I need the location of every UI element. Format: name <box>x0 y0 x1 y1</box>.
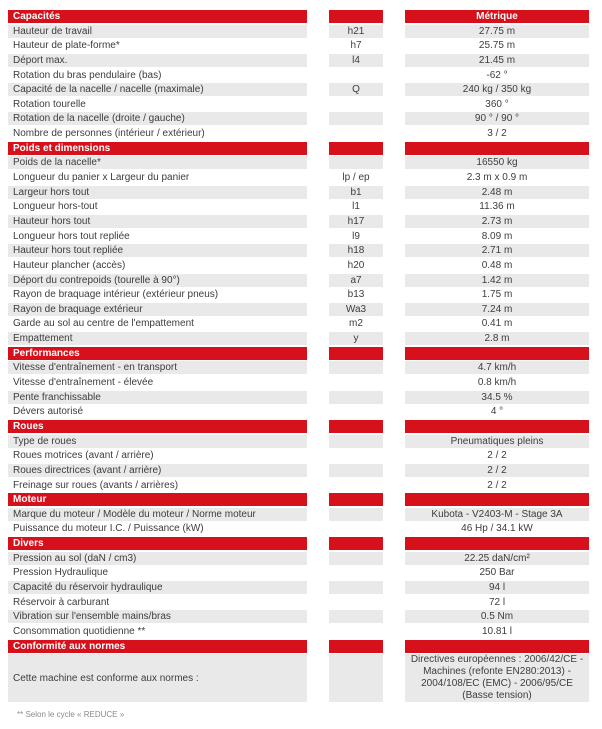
spec-code: m2 <box>349 318 363 330</box>
spec-value: 7.24 m <box>405 303 589 316</box>
section-header-code-cell <box>329 347 383 360</box>
spec-code: h20 <box>347 259 365 271</box>
footnote: ** Selon le cycle « REDUCE » <box>17 710 125 720</box>
spec-label: Vitesse d'entraînement - en transport <box>8 361 307 374</box>
spec-label: Poids de la nacelle* <box>8 156 307 169</box>
metric-column-header: Métrique <box>405 10 589 23</box>
spec-code: a7 <box>329 274 383 287</box>
spec-value: 25.75 m <box>478 40 516 52</box>
section-header-row <box>8 142 589 155</box>
spec-row <box>8 171 589 184</box>
section-header-code-cell <box>329 420 383 433</box>
spec-code: l4 <box>329 54 383 67</box>
spec-row <box>8 112 589 125</box>
spec-label: Consommation quotidienne ** <box>13 625 146 637</box>
spec-code: lp / ep <box>342 172 370 184</box>
spec-value: 0.48 m <box>481 259 513 271</box>
spec-label: Vitesse d'entraînement - élevée <box>13 377 154 389</box>
spec-value: 16550 kg <box>405 156 589 169</box>
spec-row <box>8 376 589 389</box>
section-header-code-cell <box>329 10 383 23</box>
spec-value: 250 Bar <box>479 567 515 579</box>
spec-row <box>8 98 589 111</box>
spec-code: h18 <box>329 244 383 257</box>
spec-code <box>329 127 383 140</box>
spec-row <box>8 479 589 492</box>
spec-row <box>8 405 589 418</box>
spec-label: Hauteur plancher (accès) <box>13 259 126 271</box>
spec-code <box>329 625 383 638</box>
spec-label: Capacité de la nacelle / nacelle (maximale) <box>8 83 307 96</box>
spec-label: Rotation tourelle <box>13 98 86 110</box>
spec-code <box>329 610 383 623</box>
spec-label: Rayon de braquage extérieur <box>8 303 307 316</box>
spec-code: h21 <box>329 25 383 38</box>
spec-label: Puissance du moteur I.C. / Puissance (kW) <box>13 523 204 535</box>
spec-row <box>8 303 589 316</box>
section-header-value-cell <box>405 347 589 360</box>
spec-label: Dévers autorisé <box>13 406 84 418</box>
section-header-code-cell <box>329 537 383 550</box>
spec-code: b1 <box>329 186 383 199</box>
spec-label: Déport du contrepoids (tourelle à 90°) <box>8 274 307 287</box>
spec-label: Empattement <box>8 332 307 345</box>
spec-value: 21.45 m <box>405 54 589 67</box>
spec-value: Directives européennes : 2006/42/CE - Machines (refonte EN280:2013) - 2004/108/EC (EMC) - 2006/95/CE (Basse tension) <box>405 654 589 702</box>
spec-row <box>8 39 589 52</box>
spec-row <box>8 317 589 330</box>
section-title: Capacités <box>8 10 307 23</box>
spec-row <box>8 449 589 462</box>
spec-label: Garde au sol au centre de l'empattement <box>13 318 194 330</box>
spec-row <box>8 552 589 565</box>
spec-code <box>329 552 383 565</box>
spec-code <box>329 566 383 579</box>
spec-value: 2.73 m <box>405 215 589 228</box>
section-header-value-cell <box>405 420 589 433</box>
spec-value: 34.5 % <box>405 391 589 404</box>
spec-code: b13 <box>347 289 365 301</box>
spec-row <box>8 566 589 579</box>
spec-row <box>8 391 589 404</box>
spec-label: Hauteur de travail <box>8 25 307 38</box>
section-header-row <box>8 10 589 23</box>
spec-code <box>329 522 383 535</box>
spec-code <box>329 508 383 521</box>
spec-code <box>329 654 383 702</box>
section-header-row <box>8 420 589 433</box>
spec-value: Pneumatiques pleins <box>405 435 589 448</box>
spec-code <box>329 435 383 448</box>
spec-label: Déport max. <box>8 54 307 67</box>
section-header-value-cell <box>405 537 589 550</box>
spec-code <box>329 98 383 111</box>
spec-value: 1.42 m <box>405 274 589 287</box>
spec-row <box>8 83 589 96</box>
spec-code <box>329 479 383 492</box>
spec-row <box>8 508 589 521</box>
spec-label: Hauteur de plate-forme* <box>13 40 120 52</box>
spec-code <box>329 449 383 462</box>
spec-row <box>8 288 589 301</box>
spec-value: 240 kg / 350 kg <box>405 83 589 96</box>
spec-value: Kubota - V2403-M - Stage 3A <box>405 508 589 521</box>
spec-code <box>329 391 383 404</box>
spec-code <box>329 464 383 477</box>
spec-value: 360 ° <box>485 98 509 110</box>
spec-row <box>8 244 589 257</box>
spec-label: Pente franchissable <box>8 391 307 404</box>
spec-value: 94 l <box>405 581 589 594</box>
spec-row <box>8 186 589 199</box>
spec-value: 11.36 m <box>479 201 515 213</box>
section-header-value-cell <box>405 142 589 155</box>
section-title: Performances <box>8 347 307 360</box>
spec-label: Pression au sol (daN / cm3) <box>8 552 307 565</box>
section-header-value-cell <box>405 640 589 653</box>
spec-table <box>8 10 589 702</box>
section-title: Moteur <box>8 493 307 506</box>
spec-value: 2 / 2 <box>405 464 589 477</box>
spec-row <box>8 127 589 140</box>
spec-label: Type de roues <box>8 435 307 448</box>
spec-value: 2 / 2 <box>487 479 507 491</box>
spec-code: Wa3 <box>329 303 383 316</box>
section-header-code-cell <box>329 640 383 653</box>
spec-label: Capacité du réservoir hydraulique <box>8 581 307 594</box>
spec-label: Hauteur hors tout repliée <box>8 244 307 257</box>
spec-value: -62 ° <box>486 69 508 81</box>
spec-value: 2.3 m x 0.9 m <box>466 172 528 184</box>
spec-label: Largeur hors tout <box>8 186 307 199</box>
spec-label: Nombre de personnes (intérieur / extérieur) <box>13 128 205 140</box>
spec-value: 2.48 m <box>405 186 589 199</box>
section-header-code-cell <box>329 142 383 155</box>
spec-row <box>8 200 589 213</box>
spec-value: 90 ° / 90 ° <box>405 112 589 125</box>
spec-row <box>8 215 589 228</box>
spec-code <box>329 596 383 609</box>
spec-code: l1 <box>352 201 360 213</box>
section-title: Divers <box>8 537 307 550</box>
spec-value: 10.81 l <box>481 625 513 637</box>
spec-row <box>8 435 589 448</box>
spec-label: Rotation de la nacelle (droite / gauche) <box>8 112 307 125</box>
spec-row <box>8 522 589 535</box>
spec-row <box>8 25 589 38</box>
spec-value: 4 ° <box>490 406 504 418</box>
section-header-row <box>8 537 589 550</box>
spec-label: Rotation du bras pendulaire (bas) <box>13 69 162 81</box>
spec-value: 2.8 m <box>405 332 589 345</box>
spec-row <box>8 156 589 169</box>
spec-label: Roues motrices (avant / arrière) <box>13 450 154 462</box>
spec-code <box>329 405 383 418</box>
section-header-value-cell <box>405 493 589 506</box>
spec-label: Freinage sur roues (avants / arrières) <box>13 479 179 491</box>
spec-label: Réservoir à carburant <box>13 596 110 608</box>
spec-row <box>8 332 589 345</box>
spec-value: 46 Hp / 34.1 kW <box>461 523 533 535</box>
section-title: Poids et dimensions <box>8 142 307 155</box>
spec-row <box>8 54 589 67</box>
spec-row <box>8 654 589 702</box>
spec-value: 27.75 m <box>405 25 589 38</box>
spec-row <box>8 361 589 374</box>
spec-code <box>329 376 383 389</box>
spec-value: 22.25 daN/cm² <box>405 552 589 565</box>
spec-label: Roues directrices (avant / arrière) <box>8 464 307 477</box>
spec-value: 2.71 m <box>405 244 589 257</box>
spec-row <box>8 596 589 609</box>
spec-row <box>8 274 589 287</box>
spec-label: Longueur hors tout repliée <box>13 230 130 242</box>
spec-code: l9 <box>352 230 360 242</box>
spec-value: 4.7 km/h <box>405 361 589 374</box>
spec-label: Pression Hydraulique <box>13 567 109 579</box>
section-title: Roues <box>8 420 307 433</box>
spec-label: Longueur du panier x Largeur du panier <box>13 172 190 184</box>
spec-row <box>8 581 589 594</box>
section-title: Conformité aux normes <box>8 640 307 653</box>
section-header-code-cell <box>329 493 383 506</box>
section-header-row <box>8 640 589 653</box>
spec-value: 72 l <box>488 596 506 608</box>
spec-label: Cette machine est conforme aux normes : <box>8 654 307 702</box>
spec-row <box>8 464 589 477</box>
spec-label: Rayon de braquage intérieur (extérieur pneus) <box>13 289 219 301</box>
spec-row <box>8 259 589 272</box>
spec-value: 8.09 m <box>481 230 513 242</box>
section-header-row <box>8 347 589 360</box>
spec-value: 0.8 km/h <box>477 377 517 389</box>
spec-code: Q <box>329 83 383 96</box>
spec-row <box>8 625 589 638</box>
section-header-row <box>8 493 589 506</box>
spec-code <box>329 69 383 82</box>
spec-row <box>8 230 589 243</box>
spec-label: Vibration sur l'ensemble mains/bras <box>8 610 307 623</box>
spec-value: 0.5 Nm <box>405 610 589 623</box>
spec-code <box>329 361 383 374</box>
spec-label: Hauteur hors tout <box>8 215 307 228</box>
spec-code <box>329 581 383 594</box>
spec-label: Marque du moteur / Modèle du moteur / Norme moteur <box>8 508 307 521</box>
spec-code <box>329 156 383 169</box>
spec-value: 0.41 m <box>481 318 513 330</box>
spec-value: 3 / 2 <box>487 128 507 140</box>
spec-code <box>329 112 383 125</box>
spec-row <box>8 610 589 623</box>
spec-row <box>8 69 589 82</box>
spec-value: 1.75 m <box>481 289 513 301</box>
spec-value: 2 / 2 <box>487 450 507 462</box>
spec-code: y <box>329 332 383 345</box>
spec-code: h17 <box>329 215 383 228</box>
spec-label: Longueur hors-tout <box>13 201 98 213</box>
spec-code: h7 <box>350 40 362 52</box>
